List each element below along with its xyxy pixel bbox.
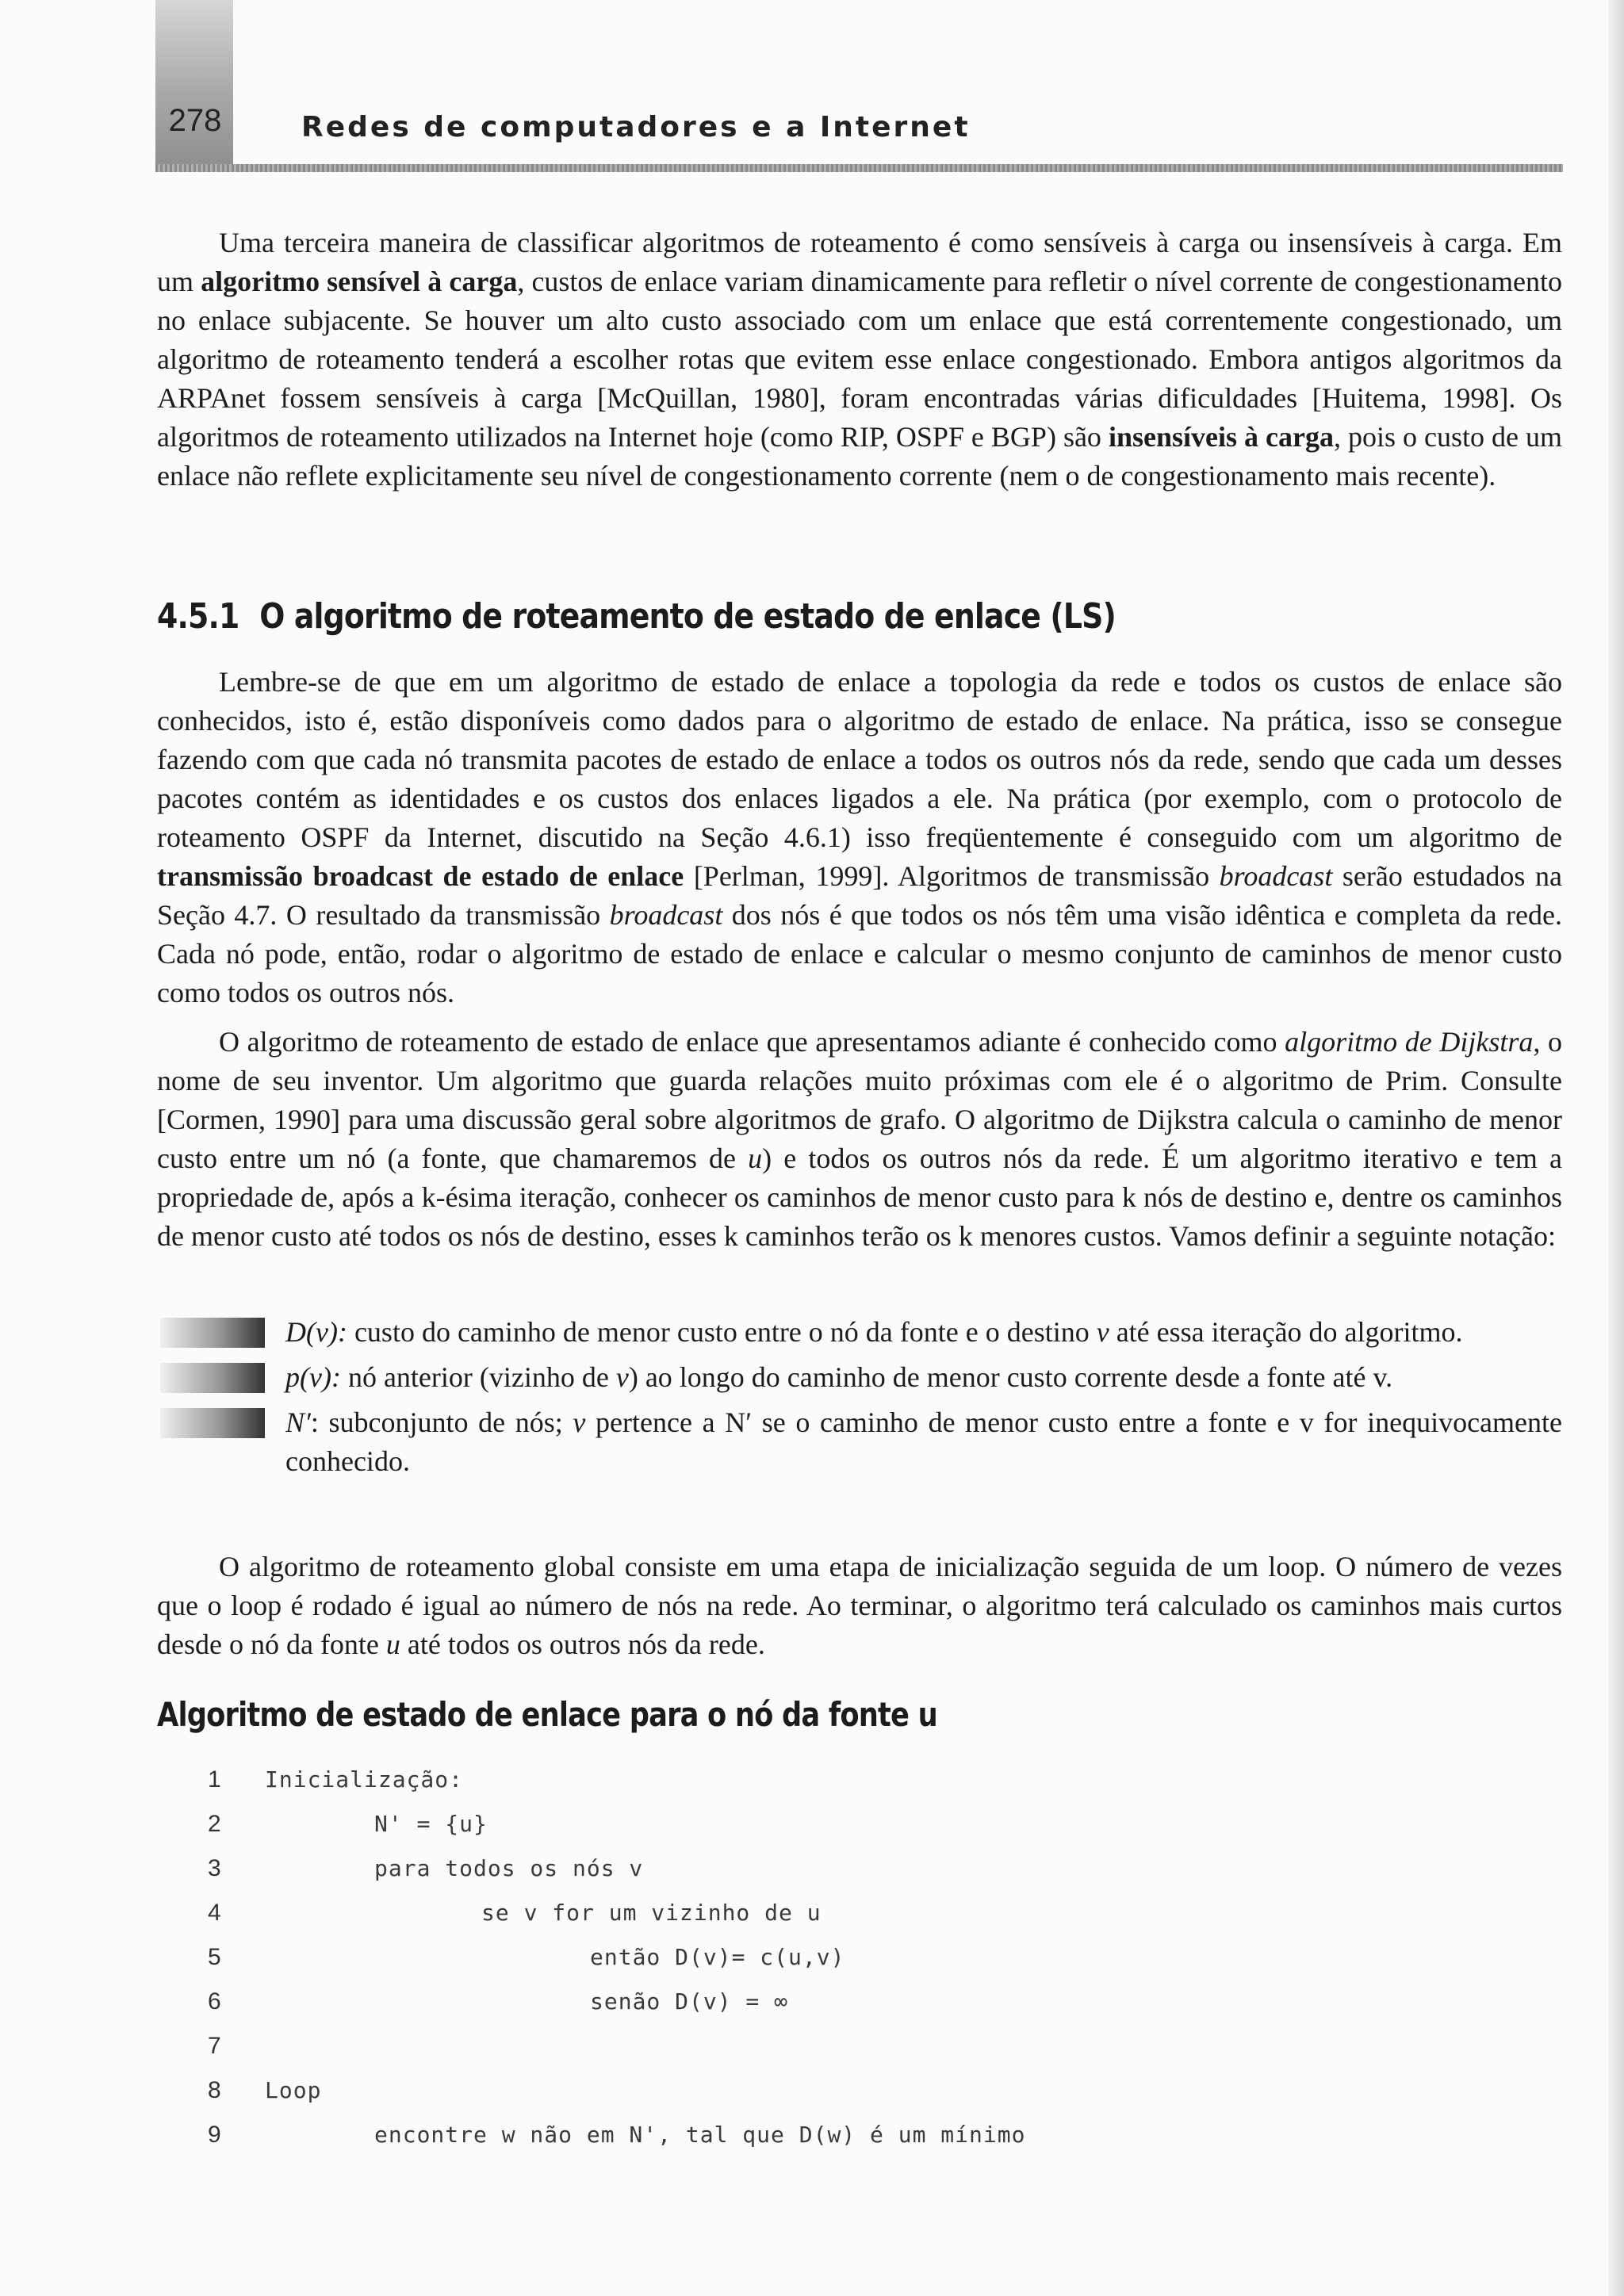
text-run: , o nome de seu inventor. Um algoritmo que guarda relações muito próximas com ele é o algoritmo de Prim. Consulte [Cormen, 1990] para uma discussão geral sobre algoritmos de grafo. O algoritmo de Dijkstra calcula o caminho de menor custo entre um nó (a fonte, que chamaremos de — [157, 1026, 1562, 1174]
section-title: O algoritmo de roteamento de estado de enlace (LS) — [259, 596, 1116, 637]
code-line — [208, 1855, 1397, 1900]
text-run: ) ao longo do caminho de menor custo corrente desde a fonte até v. — [628, 1361, 1393, 1393]
section-heading — [157, 596, 1116, 637]
notation-var: v — [1096, 1316, 1109, 1348]
page-number-tab — [155, 0, 233, 166]
text-run: ) e todos os outros nós da rede. É um algoritmo iterativo e tem a propriedade de, após a k-ésima iteração, conhecer os caminhos de menor custo para k nós de destino e, dentre os caminhos de menor custo até todos os nós de destino, esses k caminhos terão os k menores custos. Vamos definir a seguinte notação: — [157, 1142, 1563, 1252]
text-run: Uma terceira maneira de classificar algoritmos de roteamento é como sensíveis à carga ou insensíveis à carga. Em um — [157, 227, 1562, 297]
text-run: nó anterior (vizinho de — [340, 1361, 616, 1393]
notation-list — [157, 1313, 1562, 1487]
algorithm-heading: Algoritmo de estado de enlace para o nó da fonte u — [157, 1695, 937, 1734]
line-number: 1 — [208, 1766, 221, 1793]
code-text: N' = {u} — [374, 1811, 488, 1837]
notation-term: D(v): — [285, 1316, 347, 1348]
code-line — [208, 1988, 1397, 2033]
text-run: dos nós é que todos os nós têm uma visão idêntica e completa da rede. Cada nó pode, então, rodar o algoritmo de estado de enlace e calcular o mesmo conjunto de caminhos de menor custo como todos os outros nós. — [157, 899, 1563, 1008]
text-run: até essa iteração do algoritmo. — [1109, 1316, 1463, 1348]
line-number: 7 — [208, 2033, 221, 2059]
italic-term: broadcast — [609, 899, 723, 931]
global-paragraph — [157, 1548, 1562, 1664]
header-rule — [155, 164, 1563, 172]
page-edge-shadow — [1608, 0, 1624, 2296]
line-number: 4 — [208, 1900, 221, 1926]
bold-term: algoritmo sensível à carga — [201, 266, 518, 297]
section-number: 4.5.1 — [157, 596, 239, 637]
text-run: até todos os outros nós da rede. — [400, 1628, 765, 1660]
code-text: para todos os nós v — [374, 1855, 644, 1881]
notation-item-pv — [157, 1358, 1562, 1397]
text-run: : subconjunto de nós; — [310, 1406, 573, 1438]
notation-item-dv — [157, 1313, 1562, 1352]
text-run: O algoritmo de roteamento global consiste em uma etapa de inicialização seguida de um loop. O número de vezes que o loop é rodado é igual ao número de nós na rede. Ao terminar, o algoritmo terá calculado os caminhos mais curtos desde o nó da fonte — [157, 1551, 1562, 1660]
text-run: Lembre-se de que em um algoritmo de estado de enlace a topologia da rede e todos os custos de enlace são conhecidos, isto é, estão disponíveis como dados para o algoritmo de estado de enlace. Na prática, isso se consegue fazendo com que cada nó transmita pacotes de estado de enlace a todos os outros nós da rede, sendo que cada um desses pacotes contém as identidades e os custos dos enlaces ligados a ele. Na prática (por exemplo, com o protocolo de roteamento OSPF da Internet, discutido na Seção 4.6.1) isso freqüentemente é conseguido com um algoritmo de — [157, 666, 1562, 853]
italic-term: u — [385, 1628, 400, 1660]
code-text: encontre w não em N', tal que D(w) é um mínimo — [374, 2122, 1026, 2148]
bullet-bar — [160, 1363, 265, 1393]
notation-term: N′ — [285, 1406, 311, 1438]
line-number: 8 — [208, 2077, 221, 2103]
text-run: [Perlman, 1999]. Algoritmos de transmissão — [684, 860, 1220, 892]
code-line — [208, 1766, 1397, 1811]
text-run: serão estudados na Seção 4.7. O resultado da transmissão — [157, 860, 1562, 931]
line-number: 6 — [208, 1988, 221, 2015]
line-number: 5 — [208, 1944, 221, 1970]
code-text: Loop — [265, 2077, 322, 2103]
running-head-title: Redes de computadores e a Internet — [301, 111, 971, 144]
notation-var: v — [615, 1361, 629, 1393]
line-number: 9 — [208, 2122, 221, 2148]
code-text: senão D(v) = ∞ — [590, 1988, 789, 2015]
ls-paragraph-1 — [157, 663, 1562, 1012]
bullet-bar — [160, 1318, 265, 1348]
code-line — [208, 1900, 1397, 1944]
notation-term: p(v): — [285, 1361, 341, 1393]
code-line — [208, 1811, 1397, 1855]
text-run: , pois o custo de um enlace não reflete explicitamente seu nível de congestionamento corrente (nem o de congestionamento mais recente). — [157, 421, 1563, 492]
code-text: Inicialização: — [265, 1766, 464, 1793]
text-run: pertence a N′ se o caminho de menor custo entre a fonte e v for inequivocamente conhecido. — [285, 1406, 1562, 1477]
code-text: se v for um vizinho de u — [481, 1900, 822, 1926]
code-text: então D(v)= c(u,v) — [590, 1944, 845, 1970]
notation-item-nprime — [157, 1403, 1562, 1481]
ls-paragraph-2 — [157, 1023, 1562, 1256]
page-number: 278 — [168, 103, 222, 138]
line-number: 2 — [208, 1811, 221, 1837]
notation-var: v — [573, 1406, 586, 1438]
intro-paragraph — [157, 224, 1562, 496]
italic-term: broadcast — [1219, 860, 1333, 892]
text-run: , custos de enlace variam dinamicamente para refletir o nível corrente de congestionamento no enlace subjacente. Se houver um alto custo associado com um enlace que está correntemente congestionado, um algoritmo de roteamento tenderá a escolher rotas que evitem esse enlace congestionado. Embora antigos algoritmos da ARPAnet fossem sensíveis à carga [McQuillan, 1980], foram encontradas várias dificuldades [Huitema, 1998]. Os algoritmos de roteamento utilizados na Internet hoje (como RIP, OSPF e BGP) são — [157, 266, 1562, 453]
italic-term: u — [748, 1142, 763, 1174]
italic-term: algoritmo de Dijkstra — [1285, 1026, 1534, 1058]
bold-term: transmissão broadcast de estado de enlace — [157, 860, 684, 892]
bullet-bar — [160, 1408, 265, 1438]
code-line — [208, 2122, 1397, 2166]
text-run: O algoritmo de roteamento de estado de enlace que apresentamos adiante é conhecido como — [219, 1026, 1285, 1058]
code-line — [208, 2077, 1397, 2122]
line-number: 3 — [208, 1855, 221, 1881]
bold-term: insensíveis à carga — [1108, 421, 1334, 453]
code-line — [208, 2033, 1397, 2077]
text-run: custo do caminho de menor custo entre o nó da fonte e o destino — [347, 1316, 1097, 1348]
code-line — [208, 1944, 1397, 1988]
